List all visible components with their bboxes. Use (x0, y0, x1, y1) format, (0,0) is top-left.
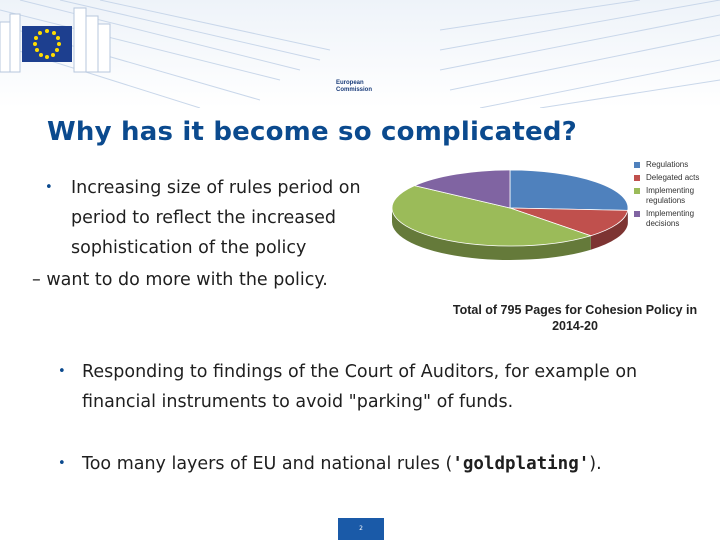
legend-label-3: Implementing decisions (646, 209, 695, 228)
bullet-marker: • (58, 364, 66, 379)
legend-item-3 (634, 209, 720, 229)
legend-label-2: Implementing regulations (646, 186, 695, 205)
legend-item-1 (634, 173, 720, 183)
sub-bullet-more-policy (32, 265, 432, 295)
bullet-text: Responding to findings of the Court of Auditors, for example on financial instruments to avoid "parking" of funds. (82, 362, 638, 412)
logo-line2: Commission (336, 87, 373, 93)
legend-swatch-2 (634, 188, 640, 194)
bullet-marker: • (58, 456, 66, 471)
legend-swatch-1 (634, 175, 640, 181)
legend-item-0 (634, 160, 720, 170)
chart-title-line2: 2014-20 (552, 319, 598, 333)
dash-marker: – (32, 270, 41, 290)
page-number: 2 (338, 518, 384, 540)
legend-swatch-3 (634, 211, 640, 217)
chart-title-line1: Total of 795 Pages for Cohesion Policy in (452, 303, 698, 317)
logo-line1: European (336, 80, 364, 86)
legend-swatch-0 (634, 162, 640, 168)
logo-text (336, 80, 396, 94)
bullet-text-after: ). (589, 454, 602, 474)
legend-label-0: Regulations (646, 160, 689, 169)
slide-title: Why has it become so complicated? (47, 117, 577, 147)
goldplating-term: 'goldplating' (452, 454, 590, 474)
sub-bullet-text: want to do more with the policy. (40, 270, 328, 290)
european-commission-logo (0, 0, 118, 84)
pie-slice-0 (510, 170, 628, 210)
bullet-text: Increasing size of rules period on period to reflect the increased sophistication of the policy (71, 178, 361, 258)
bullet-marker: • (45, 180, 53, 195)
bullet-text-before: Too many layers of EU and national rules ( (82, 454, 453, 474)
pie-chart (380, 150, 640, 280)
chart-title (452, 302, 698, 334)
header-banner (0, 0, 720, 108)
legend-label-1: Delegated acts (646, 173, 700, 182)
legend-item-2 (634, 186, 720, 206)
chart-legend (634, 160, 720, 232)
bullet-text (82, 449, 672, 479)
